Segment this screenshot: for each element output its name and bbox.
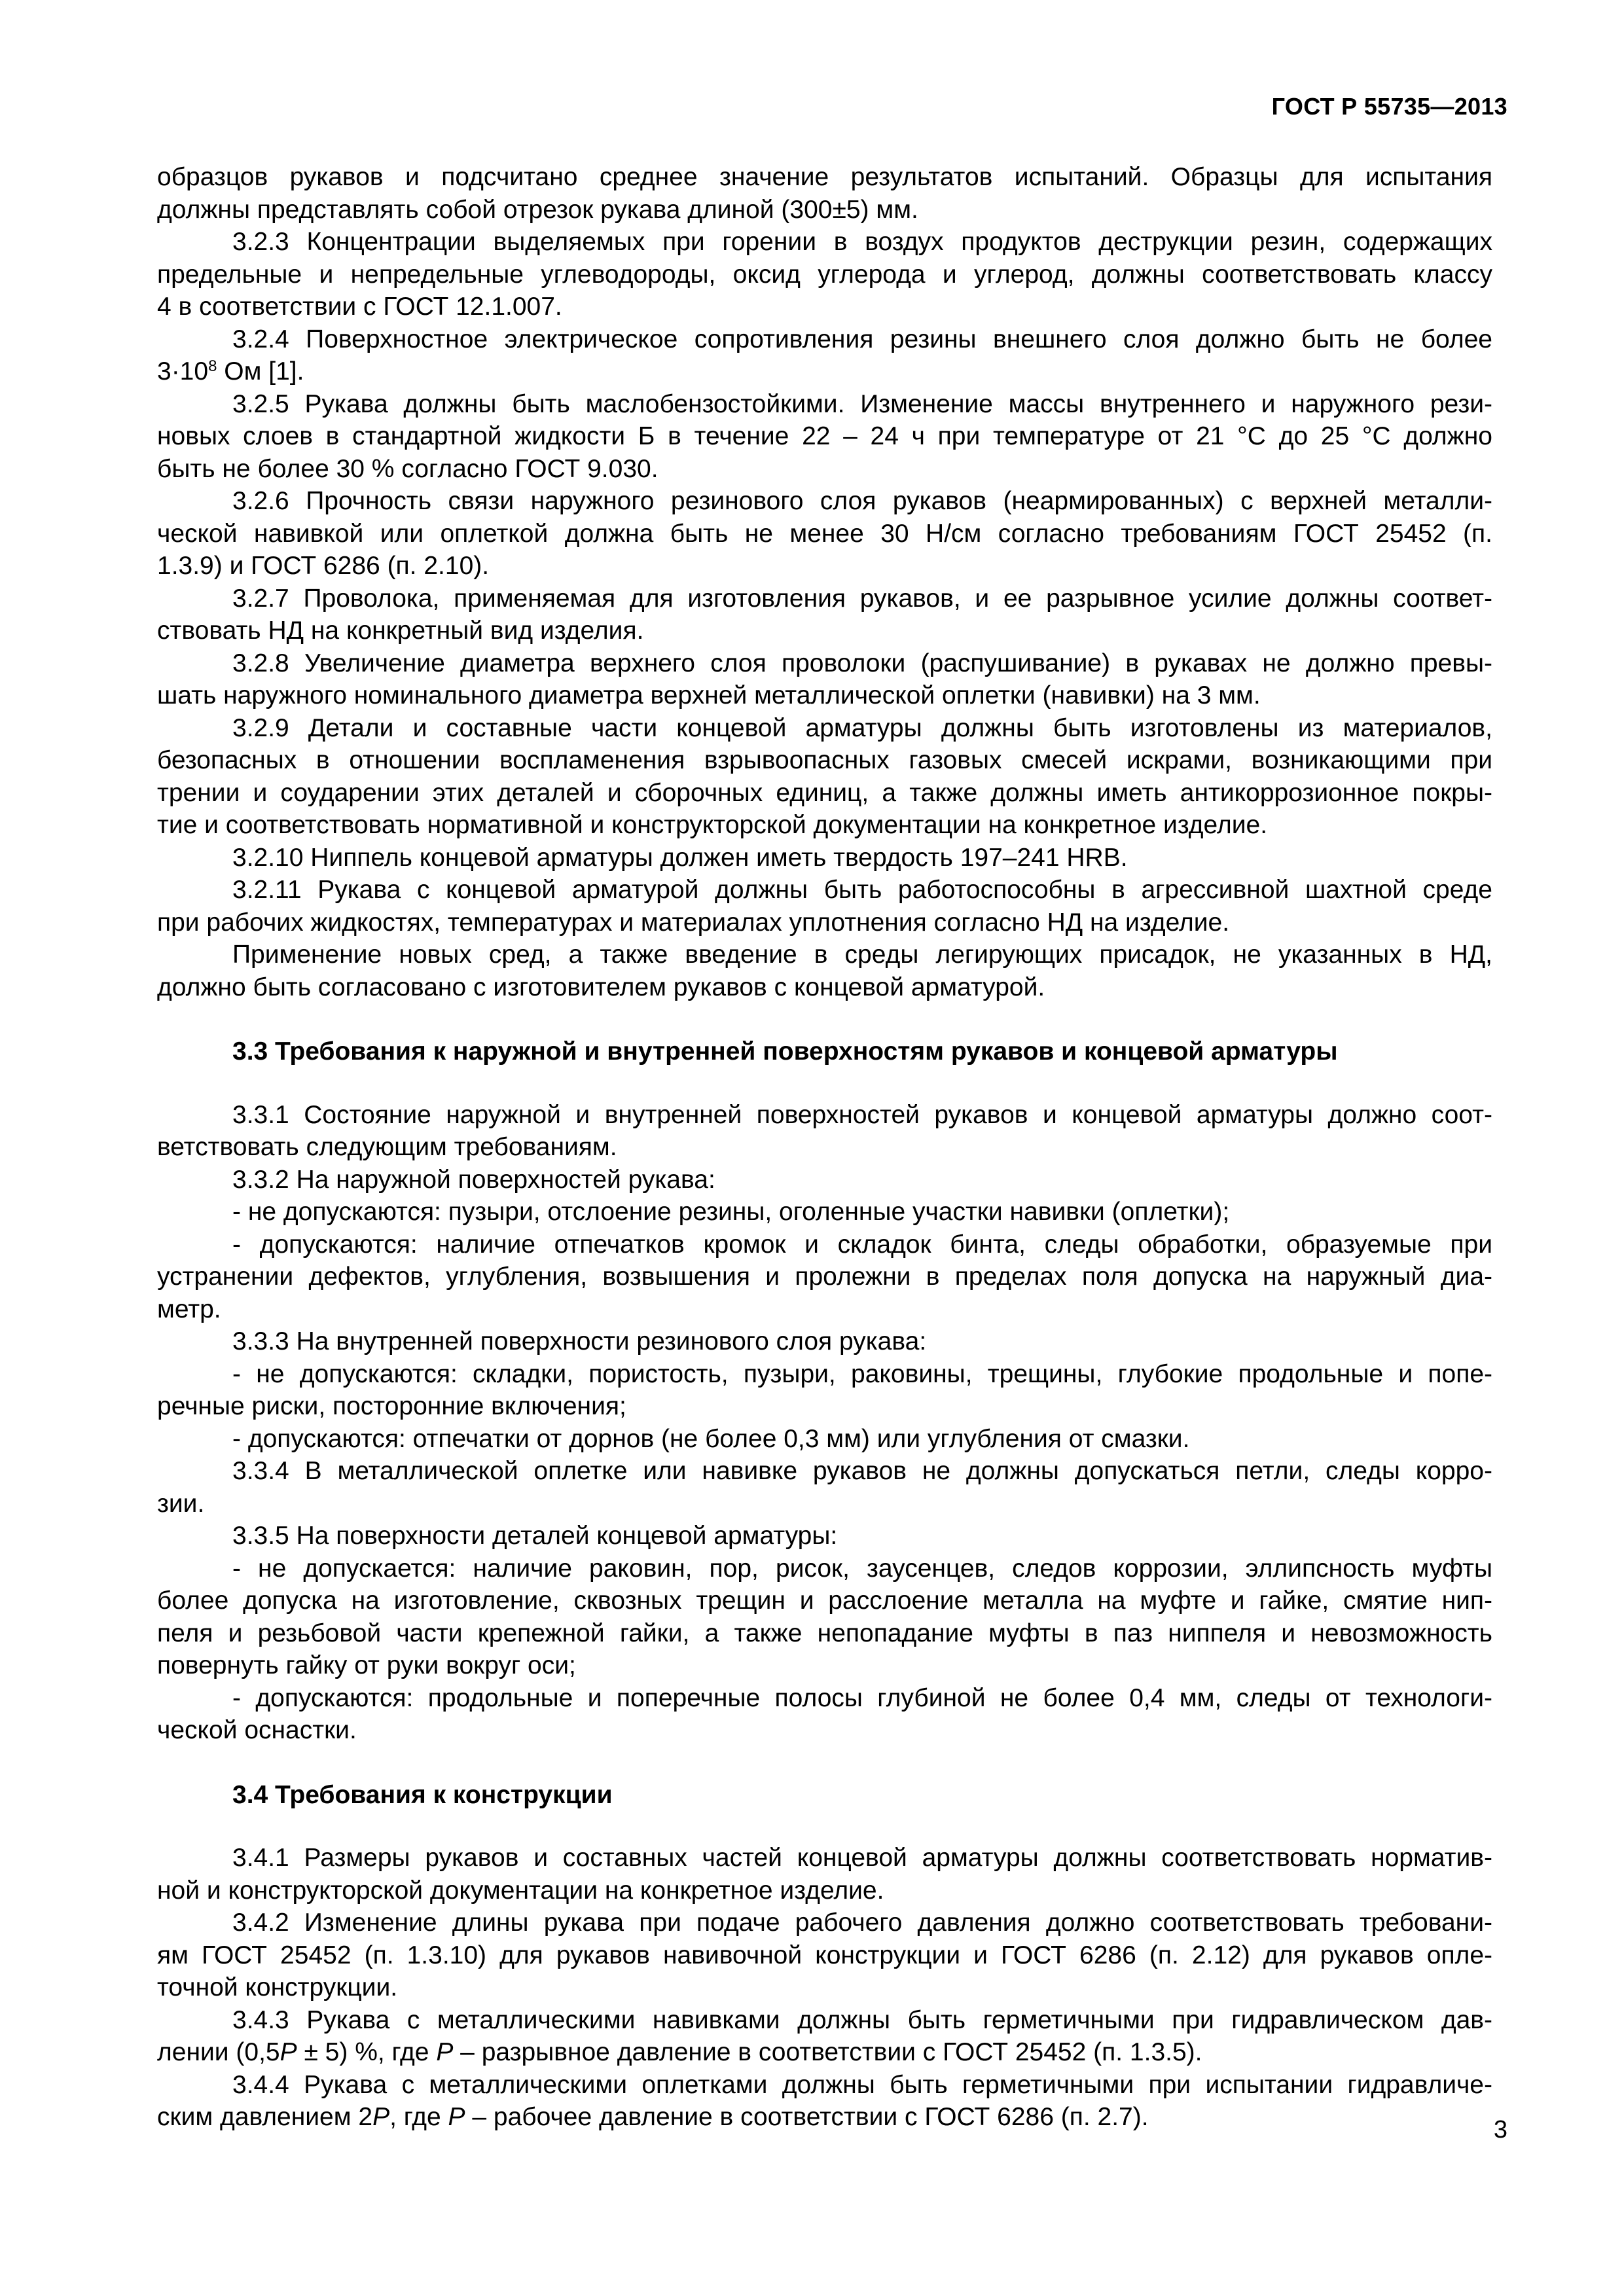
- list-item: - допускаются: отпечатки от дорнов (не более 0,3 мм) или углубления от смазки.: [232, 1424, 1190, 1453]
- paragraph-line: ческой оснастки.: [157, 1716, 357, 1744]
- clause-3-3-4: 3.3.4 В металлической оплетке или навивке рукавов не должны допускаться петли, следы корро-: [232, 1457, 1492, 1485]
- symbol-p: P: [372, 2103, 390, 2131]
- clause-3-4-4: 3.4.4 Рукава с металлическими оплетками должны быть герметичными при испытании гидравличе-: [232, 2070, 1492, 2099]
- paragraph-line: повернуть гайку от руки вокруг оси;: [157, 1651, 576, 1679]
- clause-3-2-6: 3.2.6 Прочность связи наружного резинового слоя рукавов (неармированных) с верхней металли-: [232, 487, 1492, 515]
- paragraph-line: предельные и непредельные углеводороды, оксид углерода и углерод, должны соответствовать классу: [157, 260, 1492, 289]
- paragraph-line: тие и соответствовать нормативной и конструкторской документации на конкретное изделие.: [157, 811, 1268, 839]
- paragraph-line: ной и конструкторской документации на конкретное изделие.: [157, 1876, 884, 1905]
- paragraph-line: речные риски, посторонние включения;: [157, 1392, 626, 1420]
- paragraph-line: новых слоев в стандартной жидкости Б в течение 22 – 24 ч при температуре от 21 °С до 25 °С должно: [157, 422, 1492, 450]
- list-item: - не допускаются: пузыри, отслоение резины, оголенные участки навивки (оплетки);: [232, 1198, 1230, 1226]
- symbol-p: P: [280, 2038, 297, 2066]
- list-item: - не допускается: наличие раковин, пор, рисок, заусенцев, следов коррозии, эллипсность муфты: [232, 1554, 1492, 1583]
- clause-3-4-1: 3.4.1 Размеры рукавов и составных частей концевой арматуры должны соответствовать норматив-: [232, 1844, 1492, 1872]
- paragraph-line: образцов рукавов и подсчитано среднее значение результатов испытаний. Образцы для испытания: [157, 163, 1492, 191]
- paragraph-line: пеля и резьбовой части крепежной гайки, а также непопадание муфты в паз ниппеля и невозможность: [157, 1619, 1492, 1647]
- clause-3-2-3: 3.2.3 Концентрации выделяемых при горении в воздух продуктов деструкции резин, содержащих: [232, 228, 1492, 256]
- text-run: , где: [389, 2103, 448, 2131]
- paragraph-line: трении и соударении этих деталей и сборочных единиц, а также должны иметь антикоррозионное покры-: [157, 778, 1492, 807]
- section-heading-3-3: 3.3 Требования к наружной и внутренней поверхностям рукавов и концевой арматуры: [232, 1037, 1338, 1066]
- paragraph-line: ческой навивкой или оплеткой должна быть не менее 30 Н/см согласно требованиям ГОСТ 25452 (п.: [157, 519, 1492, 548]
- paragraph-line: метр.: [157, 1295, 221, 1323]
- paragraph-line: ям ГОСТ 25452 (п. 1.3.10) для рукавов навивочной конструкции и ГОСТ 6286 (п. 2.12) для рукавов опле-: [157, 1941, 1492, 1969]
- text-run: ± 5) %, где: [297, 2038, 437, 2066]
- list-item: - допускаются: продольные и поперечные полосы глубиной не более 0,4 мм, следы от технологи-: [232, 1683, 1492, 1712]
- text-run: ским давлением 2: [157, 2103, 373, 2131]
- paragraph-new-media: Применение новых сред, а также введение в среды легирующих присадок, не указанных в НД,: [232, 941, 1492, 969]
- section-3-2-continuation: [157, 161, 1492, 1003]
- section-3-4: [157, 1842, 1492, 2134]
- clause-3-2-11: 3.2.11 Рукава с концевой арматурой должны быть работоспособны в агрессивной шахтной среде: [232, 876, 1492, 904]
- text-run: – разрывное давление в соответствии с ГОСТ 25452 (п. 1.3.5).: [453, 2038, 1202, 2066]
- paragraph-line: быть не более 30 % согласно ГОСТ 9.030.: [157, 454, 659, 483]
- section-heading-3-4: 3.4 Требования к конструкции: [232, 1780, 613, 1809]
- paragraph-line: безопасных в отношении воспламенения взрывоопасных газовых смесей искрами, возникающими при: [157, 746, 1492, 774]
- section-3-3: [157, 1099, 1492, 1747]
- clause-3-2-4: 3.2.4 Поверхностное электрическое сопротивления резины внешнего слоя должно быть не более: [232, 325, 1492, 353]
- clause-3-2-10: 3.2.10 Ниппель концевой арматуры должен иметь твердость 197–241 HRB.: [232, 843, 1128, 872]
- paragraph-line: устранении дефектов, углубления, возвышения и пролежни в пределах поля допуска на наружный диа-: [157, 1263, 1492, 1291]
- paragraph-line: ветствовать следующим требованиям.: [157, 1133, 617, 1161]
- symbol-p: P: [448, 2103, 465, 2131]
- paragraph-line: 4 в соответствии с ГОСТ 12.1.007.: [157, 293, 562, 321]
- paragraph-line: [157, 2101, 1492, 2134]
- clause-3-2-8: 3.2.8 Увеличение диаметра верхнего слоя проволоки (распушивание) в рукавах не должно превы-: [232, 649, 1492, 677]
- clause-3-3-1: 3.3.1 Состояние наружной и внутренней поверхностей рукавов и концевой арматуры должно соот-: [232, 1100, 1492, 1129]
- paragraph-line: при рабочих жидкостях, температурах и материалах уплотнения согласно НД на изделие.: [157, 908, 1230, 937]
- clause-3-4-2: 3.4.2 Изменение длины рукава при подаче рабочего давления должно соответствовать требовани-: [232, 1909, 1492, 1937]
- symbol-p: P: [436, 2038, 454, 2066]
- paragraph-line: точной конструкции.: [157, 1973, 398, 2001]
- paragraph-line: более допуска на изготовление, сквозных трещин и расслоение металла на муфте и гайке, смятие нип-: [157, 1587, 1492, 1615]
- paragraph-line: шать наружного номинального диаметра верхней металлической оплетки (навивки) на 3 мм.: [157, 681, 1261, 709]
- clause-3-2-9: 3.2.9 Детали и составные части концевой арматуры должны быть изготовлены из материалов,: [232, 713, 1492, 742]
- page-number: 3: [1493, 2116, 1507, 2144]
- resistance-value: 3·10: [157, 357, 209, 386]
- list-item: - допускаются: наличие отпечатков кромок и складок бинта, следы обработки, образуемые при: [232, 1230, 1492, 1259]
- clause-3-4-3: 3.4.3 Рукава с металлическими навивками должны быть герметичными при гидравлическом дав-: [232, 2005, 1492, 2034]
- exponent: 8: [208, 357, 217, 375]
- paragraph-line: должно быть согласовано с изготовителем рукавов с концевой арматурой.: [157, 973, 1045, 1001]
- paragraph-line: должны представлять собой отрезок рукава длиной (300±5) мм.: [157, 195, 918, 224]
- paragraph-line: зии.: [157, 1489, 205, 1518]
- clause-3-2-7: 3.2.7 Проволока, применяемая для изготовления рукавов, и ее разрывное усилие должны соответ-: [232, 584, 1492, 613]
- list-item: - не допускаются: складки, пористость, пузыри, раковины, трещины, глубокие продольные и попе-: [232, 1359, 1492, 1388]
- clause-3-3-5: 3.3.5 На поверхности деталей концевой арматуры:: [232, 1522, 838, 1550]
- clause-3-2-5: 3.2.5 Рукава должны быть маслобензостойкими. Изменение массы внутреннего и наружного рези-: [232, 389, 1492, 418]
- text-run: – рабочее давление в соответствии с ГОСТ 6286 (п. 2.7).: [465, 2103, 1149, 2131]
- text-run: лении (0,5: [157, 2038, 280, 2066]
- paragraph-line: [157, 355, 1492, 388]
- paragraph-line: ствовать НД на конкретный вид изделия.: [157, 617, 644, 645]
- clause-3-3-2: 3.3.2 На наружной поверхностей рукава:: [232, 1165, 715, 1194]
- paragraph-line: [157, 2036, 1492, 2069]
- document-header: ГОСТ Р 55735—2013: [1271, 93, 1507, 120]
- paragraph-line: 1.3.9) и ГОСТ 6286 (п. 2.10).: [157, 552, 490, 580]
- resistance-unit: Ом [1].: [217, 357, 304, 386]
- document-body: [157, 161, 1492, 2134]
- clause-3-3-3: 3.3.3 На внутренней поверхности резинового слоя рукава:: [232, 1327, 927, 1355]
